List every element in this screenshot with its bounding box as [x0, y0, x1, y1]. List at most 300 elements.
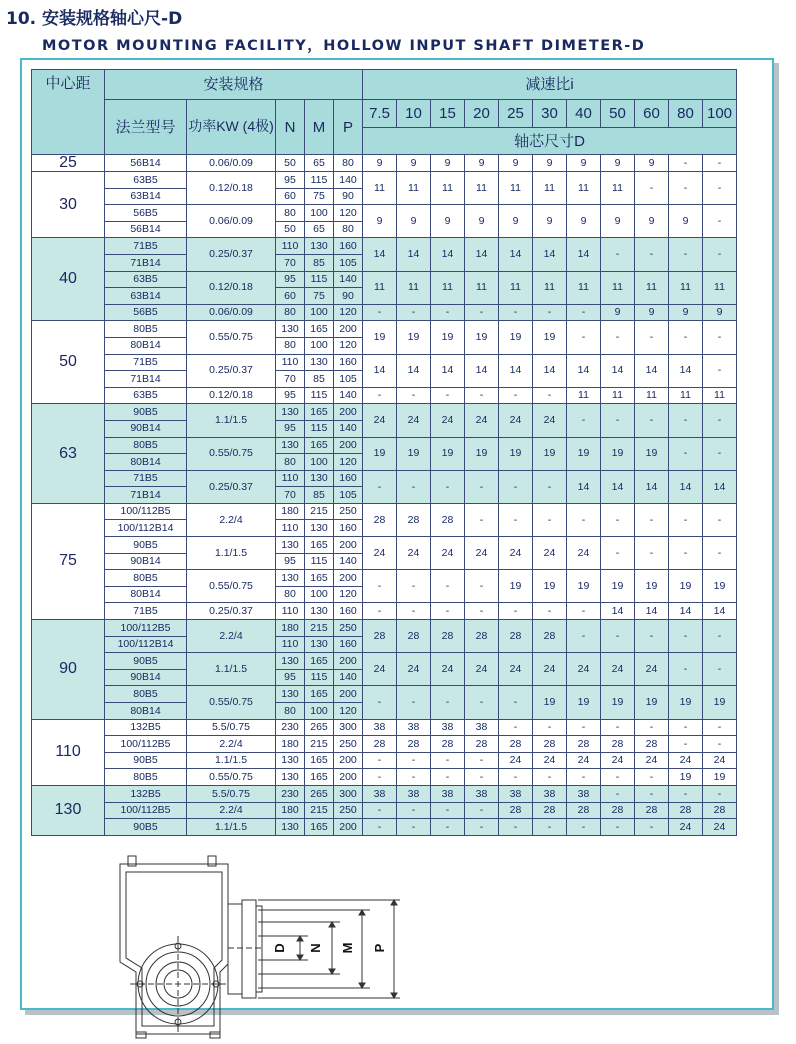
flange-cell: 80B5 — [105, 437, 187, 454]
flange-cell: 71B14 — [105, 487, 187, 504]
power-cell: 2.2/4 — [187, 620, 276, 653]
center-distance-group — [32, 238, 737, 321]
shaft-diameter-cell: - — [397, 570, 431, 603]
shaft-diameter-cell: 24 — [635, 752, 669, 769]
shaft-diameter-cell: - — [635, 620, 669, 653]
shaft-diameter-cell: 24 — [397, 404, 431, 437]
shaft-diameter-cell: 11 — [567, 172, 601, 205]
power-cell: 0.25/0.37 — [187, 238, 276, 271]
flange-cell: 90B14 — [105, 669, 187, 686]
p-cell: 200 — [334, 437, 363, 454]
shaft-diameter-cell: 24 — [465, 404, 499, 437]
shaft-diameter-cell: 24 — [567, 653, 601, 686]
power-cell: 0.12/0.18 — [187, 387, 276, 404]
shaft-diameter-cell: 24 — [601, 752, 635, 769]
shaft-diameter-cell: 9 — [499, 155, 533, 172]
shaft-diameter-cell: 19 — [363, 321, 397, 354]
p-cell: 200 — [334, 686, 363, 703]
shaft-diameter-cell: 11 — [601, 172, 635, 205]
shaft-diameter-cell: - — [465, 304, 499, 321]
center-distance-cell: 90 — [32, 620, 105, 720]
shaft-diameter-cell: - — [567, 404, 601, 437]
page-subtitle: MOTOR MOUNTING FACILITY，HOLLOW INPUT SHAFT DIMETER-D — [42, 38, 646, 54]
shaft-diameter-cell: 24 — [567, 537, 601, 570]
shaft-diameter-cell: 14 — [635, 603, 669, 620]
m-cell: 165 — [305, 686, 334, 703]
m-cell: 165 — [305, 653, 334, 670]
flange-cell: 71B5 — [105, 603, 187, 620]
shaft-diameter-cell: 11 — [601, 387, 635, 404]
shaft-diameter-cell: 24 — [431, 404, 465, 437]
shaft-diameter-cell: 19 — [465, 437, 499, 470]
center-distance-cell: 110 — [32, 719, 105, 785]
dimension-label-d: D — [272, 943, 287, 953]
power-cell: 0.55/0.75 — [187, 769, 276, 786]
shaft-diameter-cell: 28 — [397, 503, 431, 536]
table-row — [32, 653, 737, 670]
flange-cell: 100/112B5 — [105, 802, 187, 819]
shaft-diameter-cell: - — [601, 503, 635, 536]
shaft-diameter-cell: 9 — [635, 155, 669, 172]
center-distance-cell: 130 — [32, 785, 105, 835]
shaft-diameter-cell: 14 — [601, 470, 635, 503]
shaft-diameter-cell: - — [669, 404, 703, 437]
shaft-diameter-cell: 28 — [635, 736, 669, 753]
center-distance-group — [32, 620, 737, 720]
shaft-diameter-cell: - — [635, 537, 669, 570]
m-cell: 115 — [305, 387, 334, 404]
m-cell: 85 — [305, 487, 334, 504]
shaft-diameter-cell: 19 — [397, 321, 431, 354]
shaft-diameter-cell: - — [397, 802, 431, 819]
n-cell: 80 — [276, 205, 305, 222]
header-shaft-diameter: 轴芯尺寸D — [363, 128, 737, 155]
m-cell: 115 — [305, 553, 334, 570]
shaft-diameter-cell: 24 — [533, 404, 567, 437]
shaft-diameter-cell: 19 — [703, 570, 737, 603]
shaft-diameter-cell: 24 — [533, 752, 567, 769]
center-distance-cell: 63 — [32, 404, 105, 504]
p-cell: 105 — [334, 371, 363, 388]
m-cell: 215 — [305, 736, 334, 753]
power-cell: 0.55/0.75 — [187, 437, 276, 470]
shaft-diameter-cell: - — [431, 603, 465, 620]
shaft-diameter-cell: - — [397, 769, 431, 786]
shaft-diameter-cell: 11 — [669, 271, 703, 304]
shaft-diameter-cell: 14 — [601, 354, 635, 387]
power-cell: 1.1/1.5 — [187, 819, 276, 836]
shaft-diameter-cell: 24 — [533, 537, 567, 570]
shaft-diameter-cell: - — [567, 719, 601, 736]
n-cell: 130 — [276, 570, 305, 587]
shaft-diameter-cell: 38 — [567, 785, 601, 802]
flange-cell: 80B5 — [105, 570, 187, 587]
shaft-diameter-cell: 9 — [533, 155, 567, 172]
shaft-diameter-cell: 28 — [567, 802, 601, 819]
shaft-diameter-cell: 19 — [533, 686, 567, 719]
shaft-diameter-cell: 9 — [635, 205, 669, 238]
shaft-diameter-cell: - — [601, 321, 635, 354]
p-cell: 160 — [334, 238, 363, 255]
flange-cell: 71B5 — [105, 238, 187, 255]
power-cell: 2.2/4 — [187, 503, 276, 536]
n-cell: 110 — [276, 470, 305, 487]
shaft-diameter-cell: 28 — [703, 802, 737, 819]
shaft-diameter-cell: 24 — [635, 653, 669, 686]
table-row — [32, 802, 737, 819]
shaft-diameter-cell: 9 — [465, 205, 499, 238]
p-cell: 250 — [334, 736, 363, 753]
shaft-diameter-cell: 24 — [431, 537, 465, 570]
m-cell: 85 — [305, 371, 334, 388]
flange-cell: 90B5 — [105, 752, 187, 769]
table-row — [32, 603, 737, 620]
n-cell: 130 — [276, 653, 305, 670]
shaft-diameter-cell: 14 — [499, 354, 533, 387]
shaft-diameter-cell: 28 — [431, 620, 465, 653]
n-cell: 80 — [276, 586, 305, 603]
n-cell: 70 — [276, 487, 305, 504]
m-cell: 100 — [305, 454, 334, 471]
power-cell: 0.25/0.37 — [187, 603, 276, 620]
shaft-diameter-cell: 38 — [465, 785, 499, 802]
shaft-diameter-cell: - — [635, 719, 669, 736]
shaft-diameter-cell: - — [669, 653, 703, 686]
flange-cell: 90B5 — [105, 819, 187, 836]
shaft-diameter-cell: 19 — [567, 570, 601, 603]
n-cell: 130 — [276, 437, 305, 454]
shaft-diameter-cell: 9 — [669, 304, 703, 321]
m-cell: 100 — [305, 703, 334, 720]
shaft-diameter-cell: - — [465, 470, 499, 503]
shaft-diameter-cell: - — [465, 570, 499, 603]
shaft-diameter-cell: 19 — [533, 321, 567, 354]
flange-cell: 80B14 — [105, 454, 187, 471]
shaft-diameter-cell: - — [499, 503, 533, 536]
table-row — [32, 404, 737, 421]
shaft-diameter-cell: - — [499, 603, 533, 620]
flange-cell: 80B5 — [105, 686, 187, 703]
shaft-diameter-cell: - — [533, 719, 567, 736]
m-cell: 215 — [305, 620, 334, 637]
shaft-diameter-cell: 24 — [363, 537, 397, 570]
shaft-diameter-cell: - — [397, 686, 431, 719]
m-cell: 165 — [305, 404, 334, 421]
shaft-diameter-cell: - — [567, 304, 601, 321]
flange-cell: 80B14 — [105, 586, 187, 603]
shaft-diameter-cell: 38 — [397, 719, 431, 736]
flange-cell: 100/112B5 — [105, 620, 187, 637]
center-distance-group — [32, 785, 737, 835]
m-cell: 165 — [305, 570, 334, 587]
shaft-diameter-cell: 9 — [703, 304, 737, 321]
shaft-diameter-cell: 9 — [465, 155, 499, 172]
shaft-diameter-cell: - — [703, 321, 737, 354]
shaft-diameter-cell: 19 — [533, 437, 567, 470]
m-cell: 85 — [305, 254, 334, 271]
shaft-diameter-cell: - — [465, 603, 499, 620]
flange-cell: 132B5 — [105, 719, 187, 736]
shaft-diameter-cell: - — [635, 769, 669, 786]
p-cell: 200 — [334, 321, 363, 338]
shaft-diameter-cell: 11 — [635, 387, 669, 404]
shaft-diameter-cell: 24 — [499, 653, 533, 686]
shaft-diameter-cell: 24 — [533, 653, 567, 686]
shaft-diameter-cell: - — [499, 819, 533, 836]
shaft-diameter-cell: - — [431, 570, 465, 603]
shaft-diameter-cell: 28 — [499, 736, 533, 753]
center-distance-cell: 50 — [32, 321, 105, 404]
header-mounting-spec: 安装规格 — [105, 70, 363, 100]
m-cell: 115 — [305, 669, 334, 686]
shaft-diameter-cell: - — [669, 736, 703, 753]
shaft-diameter-cell: 19 — [635, 570, 669, 603]
shaft-diameter-cell: 28 — [567, 736, 601, 753]
table-row — [32, 470, 737, 487]
shaft-diameter-cell: 28 — [431, 736, 465, 753]
shaft-diameter-cell: 11 — [567, 387, 601, 404]
flange-cell: 63B5 — [105, 271, 187, 288]
m-cell: 130 — [305, 603, 334, 620]
table-row — [32, 354, 737, 371]
table-row — [32, 155, 737, 172]
shaft-diameter-cell: 24 — [499, 404, 533, 437]
shaft-diameter-cell: - — [431, 802, 465, 819]
table-row — [32, 785, 737, 802]
shaft-diameter-cell: 38 — [533, 785, 567, 802]
shaft-diameter-cell: - — [703, 437, 737, 470]
power-cell: 1.1/1.5 — [187, 752, 276, 769]
p-cell: 90 — [334, 188, 363, 205]
shaft-diameter-cell: 14 — [703, 470, 737, 503]
n-cell: 180 — [276, 620, 305, 637]
shaft-diameter-cell: - — [669, 321, 703, 354]
shaft-diameter-cell: - — [703, 354, 737, 387]
n-cell: 95 — [276, 420, 305, 437]
flange-cell: 132B5 — [105, 785, 187, 802]
shaft-diameter-cell: - — [635, 503, 669, 536]
shaft-diameter-cell: 14 — [397, 354, 431, 387]
table-row — [32, 503, 737, 520]
shaft-diameter-cell: 14 — [635, 470, 669, 503]
center-distance-cell: 75 — [32, 503, 105, 619]
flange-cell: 80B5 — [105, 769, 187, 786]
shaft-diameter-cell: 38 — [363, 785, 397, 802]
shaft-diameter-cell: 28 — [533, 736, 567, 753]
p-cell: 160 — [334, 520, 363, 537]
table-row — [32, 387, 737, 404]
flange-cell: 71B5 — [105, 354, 187, 371]
shaft-diameter-cell: 9 — [635, 304, 669, 321]
ratio-header: 10 — [397, 100, 431, 128]
shaft-diameter-cell: - — [397, 603, 431, 620]
shaft-diameter-cell: 11 — [499, 271, 533, 304]
shaft-diameter-cell: - — [363, 802, 397, 819]
ratio-header: 20 — [465, 100, 499, 128]
shaft-diameter-cell: - — [431, 686, 465, 719]
shaft-diameter-cell: - — [499, 470, 533, 503]
p-cell: 140 — [334, 420, 363, 437]
p-cell: 250 — [334, 503, 363, 520]
center-distance-cell: 30 — [32, 172, 105, 238]
shaft-diameter-cell: 19 — [669, 769, 703, 786]
shaft-diameter-cell: 19 — [499, 570, 533, 603]
shaft-diameter-cell: 11 — [533, 271, 567, 304]
flange-cell: 63B5 — [105, 172, 187, 189]
shaft-diameter-cell: 24 — [601, 653, 635, 686]
m-cell: 115 — [305, 172, 334, 189]
shaft-diameter-cell: - — [397, 819, 431, 836]
shaft-diameter-cell: 28 — [601, 736, 635, 753]
shaft-diameter-cell: - — [703, 205, 737, 238]
flange-cell: 71B14 — [105, 254, 187, 271]
shaft-diameter-cell: - — [533, 304, 567, 321]
table-row — [32, 304, 737, 321]
shaft-diameter-cell: 14 — [397, 238, 431, 271]
flange-cell: 100/112B14 — [105, 520, 187, 537]
p-cell: 105 — [334, 487, 363, 504]
n-cell: 130 — [276, 752, 305, 769]
shaft-diameter-cell: - — [601, 404, 635, 437]
shaft-diameter-cell: 28 — [431, 503, 465, 536]
shaft-diameter-cell: - — [669, 537, 703, 570]
power-cell: 2.2/4 — [187, 802, 276, 819]
shaft-diameter-cell: - — [499, 686, 533, 719]
m-cell: 65 — [305, 155, 334, 172]
p-cell: 250 — [334, 802, 363, 819]
shaft-diameter-cell: 28 — [499, 620, 533, 653]
power-cell: 0.55/0.75 — [187, 570, 276, 603]
shaft-diameter-cell: - — [601, 238, 635, 271]
table-row — [32, 321, 737, 338]
shaft-diameter-cell: 11 — [363, 271, 397, 304]
flange-cell: 71B5 — [105, 470, 187, 487]
n-cell: 95 — [276, 271, 305, 288]
shaft-diameter-cell: 19 — [363, 437, 397, 470]
shaft-diameter-cell: 11 — [635, 271, 669, 304]
p-cell: 200 — [334, 752, 363, 769]
shaft-diameter-cell: - — [363, 819, 397, 836]
ratio-header: 7.5 — [363, 100, 397, 128]
center-distance-group — [32, 321, 737, 404]
shaft-diameter-cell: - — [363, 769, 397, 786]
power-cell: 5.5/0.75 — [187, 719, 276, 736]
shaft-diameter-cell: - — [601, 819, 635, 836]
n-cell: 60 — [276, 188, 305, 205]
n-cell: 110 — [276, 603, 305, 620]
center-distance-group — [32, 172, 737, 238]
shaft-diameter-cell: 9 — [431, 205, 465, 238]
m-cell: 100 — [305, 304, 334, 321]
header-ratio: 减速比i — [363, 70, 737, 100]
shaft-diameter-cell: - — [431, 769, 465, 786]
power-cell: 2.2/4 — [187, 736, 276, 753]
center-distance-group — [32, 155, 737, 172]
p-cell: 120 — [334, 586, 363, 603]
shaft-diameter-cell: 38 — [465, 719, 499, 736]
shaft-diameter-cell: - — [363, 570, 397, 603]
table-row — [32, 570, 737, 587]
n-cell: 95 — [276, 553, 305, 570]
page-title: 10. 安装规格轴心尺-D — [6, 9, 183, 29]
m-cell: 65 — [305, 221, 334, 238]
m-cell: 165 — [305, 819, 334, 836]
flange-cell: 80B14 — [105, 337, 187, 354]
shaft-diameter-cell: 24 — [703, 819, 737, 836]
shaft-diameter-cell: - — [635, 172, 669, 205]
shaft-diameter-cell: 11 — [431, 172, 465, 205]
shaft-diameter-cell: 28 — [669, 802, 703, 819]
shaft-diameter-cell: - — [363, 603, 397, 620]
shaft-diameter-cell: 19 — [601, 686, 635, 719]
shaft-diameter-cell: 14 — [669, 354, 703, 387]
shaft-diameter-cell: - — [635, 238, 669, 271]
shaft-diameter-cell: 28 — [499, 802, 533, 819]
shaft-diameter-cell: 9 — [397, 155, 431, 172]
shaft-diameter-cell: - — [533, 503, 567, 536]
ratio-header: 15 — [431, 100, 465, 128]
shaft-diameter-cell: 14 — [363, 238, 397, 271]
flange-cell: 56B14 — [105, 221, 187, 238]
ratio-header: 50 — [601, 100, 635, 128]
shaft-diameter-cell: 19 — [601, 437, 635, 470]
ratio-header: 25 — [499, 100, 533, 128]
n-cell: 70 — [276, 254, 305, 271]
n-cell: 130 — [276, 769, 305, 786]
p-cell: 200 — [334, 819, 363, 836]
header-n: N — [276, 100, 305, 155]
m-cell: 75 — [305, 288, 334, 305]
shaft-diameter-cell: 24 — [363, 404, 397, 437]
shaft-diameter-cell: - — [465, 752, 499, 769]
table-row — [32, 769, 737, 786]
shaft-diameter-cell: - — [465, 769, 499, 786]
shaft-diameter-cell: 19 — [601, 570, 635, 603]
shaft-diameter-cell: 11 — [465, 271, 499, 304]
shaft-diameter-cell: - — [669, 172, 703, 205]
m-cell: 130 — [305, 520, 334, 537]
shaft-diameter-cell: - — [397, 752, 431, 769]
shaft-diameter-cell: 11 — [567, 271, 601, 304]
shaft-diameter-cell: 11 — [397, 172, 431, 205]
shaft-diameter-cell: 24 — [431, 653, 465, 686]
ratio-header: 60 — [635, 100, 669, 128]
power-cell: 0.55/0.75 — [187, 686, 276, 719]
p-cell: 140 — [334, 172, 363, 189]
shaft-diameter-cell: 9 — [431, 155, 465, 172]
flange-cell: 100/112B5 — [105, 503, 187, 520]
shaft-diameter-cell: 28 — [635, 802, 669, 819]
shaft-diameter-cell: 14 — [533, 238, 567, 271]
flange-cell: 56B5 — [105, 205, 187, 222]
shaft-diameter-cell: - — [601, 719, 635, 736]
ratio-header: 80 — [669, 100, 703, 128]
shaft-diameter-cell: 9 — [499, 205, 533, 238]
n-cell: 230 — [276, 785, 305, 802]
shaft-diameter-cell: 14 — [431, 354, 465, 387]
shaft-diameter-cell: 24 — [669, 752, 703, 769]
shaft-diameter-cell: - — [635, 404, 669, 437]
shaft-diameter-cell: 9 — [397, 205, 431, 238]
shaft-diameter-cell: 24 — [465, 653, 499, 686]
shaft-diameter-cell: 14 — [567, 470, 601, 503]
p-cell: 160 — [334, 636, 363, 653]
m-cell: 265 — [305, 785, 334, 802]
shaft-diameter-cell: - — [669, 785, 703, 802]
m-cell: 130 — [305, 238, 334, 255]
shaft-diameter-cell: - — [465, 387, 499, 404]
shaft-diameter-cell: - — [465, 819, 499, 836]
